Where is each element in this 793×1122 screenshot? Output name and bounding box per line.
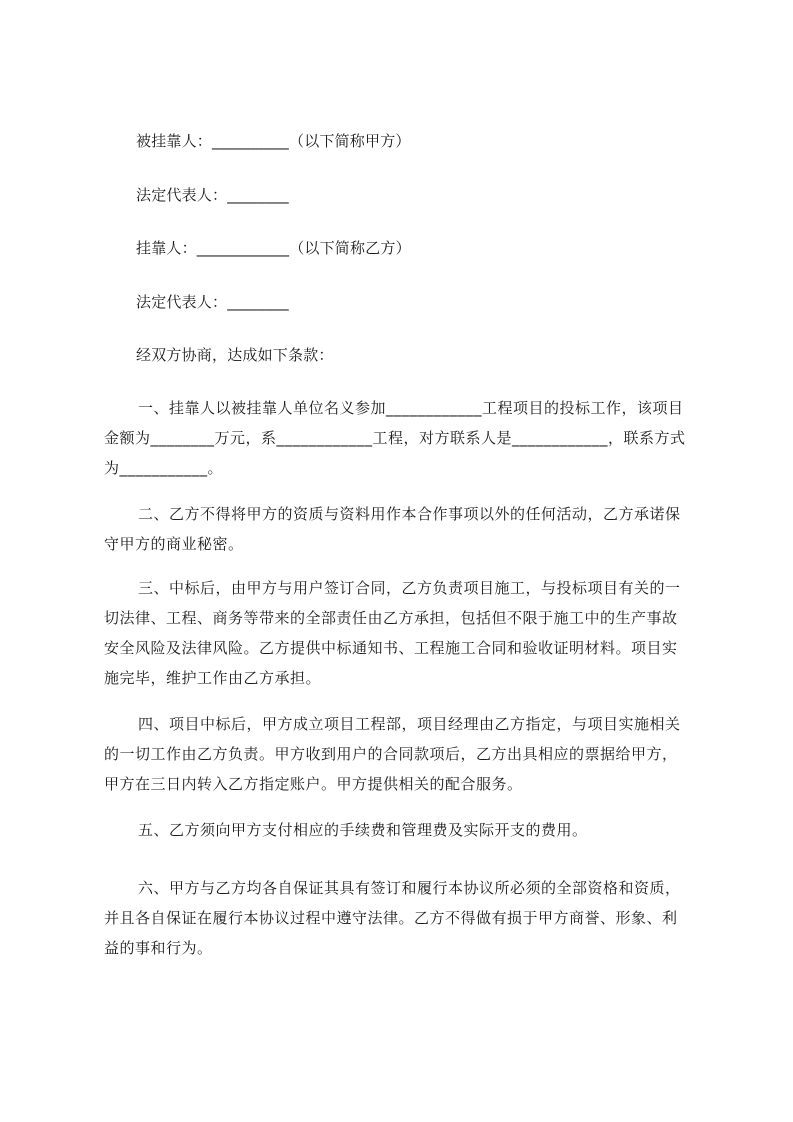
clause-1	[104, 393, 698, 483]
clause-line: 安全风险及法律风险。乙方提供中标通知书、工程施工合同和验收证明材料。项目实	[104, 639, 678, 657]
clause-line: 益的事和行为。	[104, 939, 213, 957]
clause-5	[104, 815, 698, 845]
clause-line: 的一切工作由乙方负责。甲方收到用户的合同款项后，乙方出具相应的票据给甲方，	[104, 745, 678, 763]
clause-line: 金额为________万元，系____________工程，对方联系人是____________，联系方式	[104, 429, 686, 447]
clause-6	[104, 873, 698, 963]
clause-line: 施完毕，维护工作由乙方承担。	[104, 669, 322, 687]
party-b-representative-field: 法定代表人：________	[136, 293, 289, 311]
clause-line: 为___________。	[104, 459, 224, 477]
clause-line: 并且各自保证在履行本协议过程中遵守法律。乙方不得做有损于甲方商誉、形象、利	[104, 909, 678, 927]
clause-line: 六、甲方与乙方均各自保证其具有签订和履行本协议所必须的全部资格和资质，	[138, 879, 681, 897]
clause-line: 二、乙方不得将甲方的资质与资料用作本合作事项以外的任何活动，乙方承诺保	[138, 505, 681, 523]
agreement-intro: 经双方协商，达成如下条款：	[136, 346, 334, 364]
clause-line: 一、挂靠人以被挂靠人单位名义参加____________工程项目的投标工作，该项目	[138, 399, 684, 417]
party-b-field: 挂靠人：____________（以下简称乙方）	[136, 239, 411, 257]
party-a-representative-field: 法定代表人：________	[136, 186, 289, 204]
clause-line: 守甲方的商业秘密。	[104, 535, 244, 553]
party-a-field: 被挂靠人：__________（以下简称甲方）	[136, 132, 411, 150]
clause-line: 三、中标后，由甲方与用户签订合同，乙方负责项目施工，与投标项目有关的一	[138, 579, 681, 597]
clause-line: 甲方在三日内转入乙方指定账户。甲方提供相关的配合服务。	[104, 775, 523, 793]
clause-2	[104, 499, 698, 559]
clause-3	[104, 573, 698, 693]
clause-4	[104, 709, 698, 799]
clause-line: 五、乙方须向甲方支付相应的手续费和管理费及实际开支的费用。	[138, 821, 588, 839]
clause-line: 四、项目中标后，甲方成立项目工程部，项目经理由乙方指定，与项目实施相关	[138, 715, 681, 733]
clause-line: 切法律、工程、商务等带来的全部责任由乙方承担，包括但不限于施工中的生产事故	[104, 609, 678, 627]
